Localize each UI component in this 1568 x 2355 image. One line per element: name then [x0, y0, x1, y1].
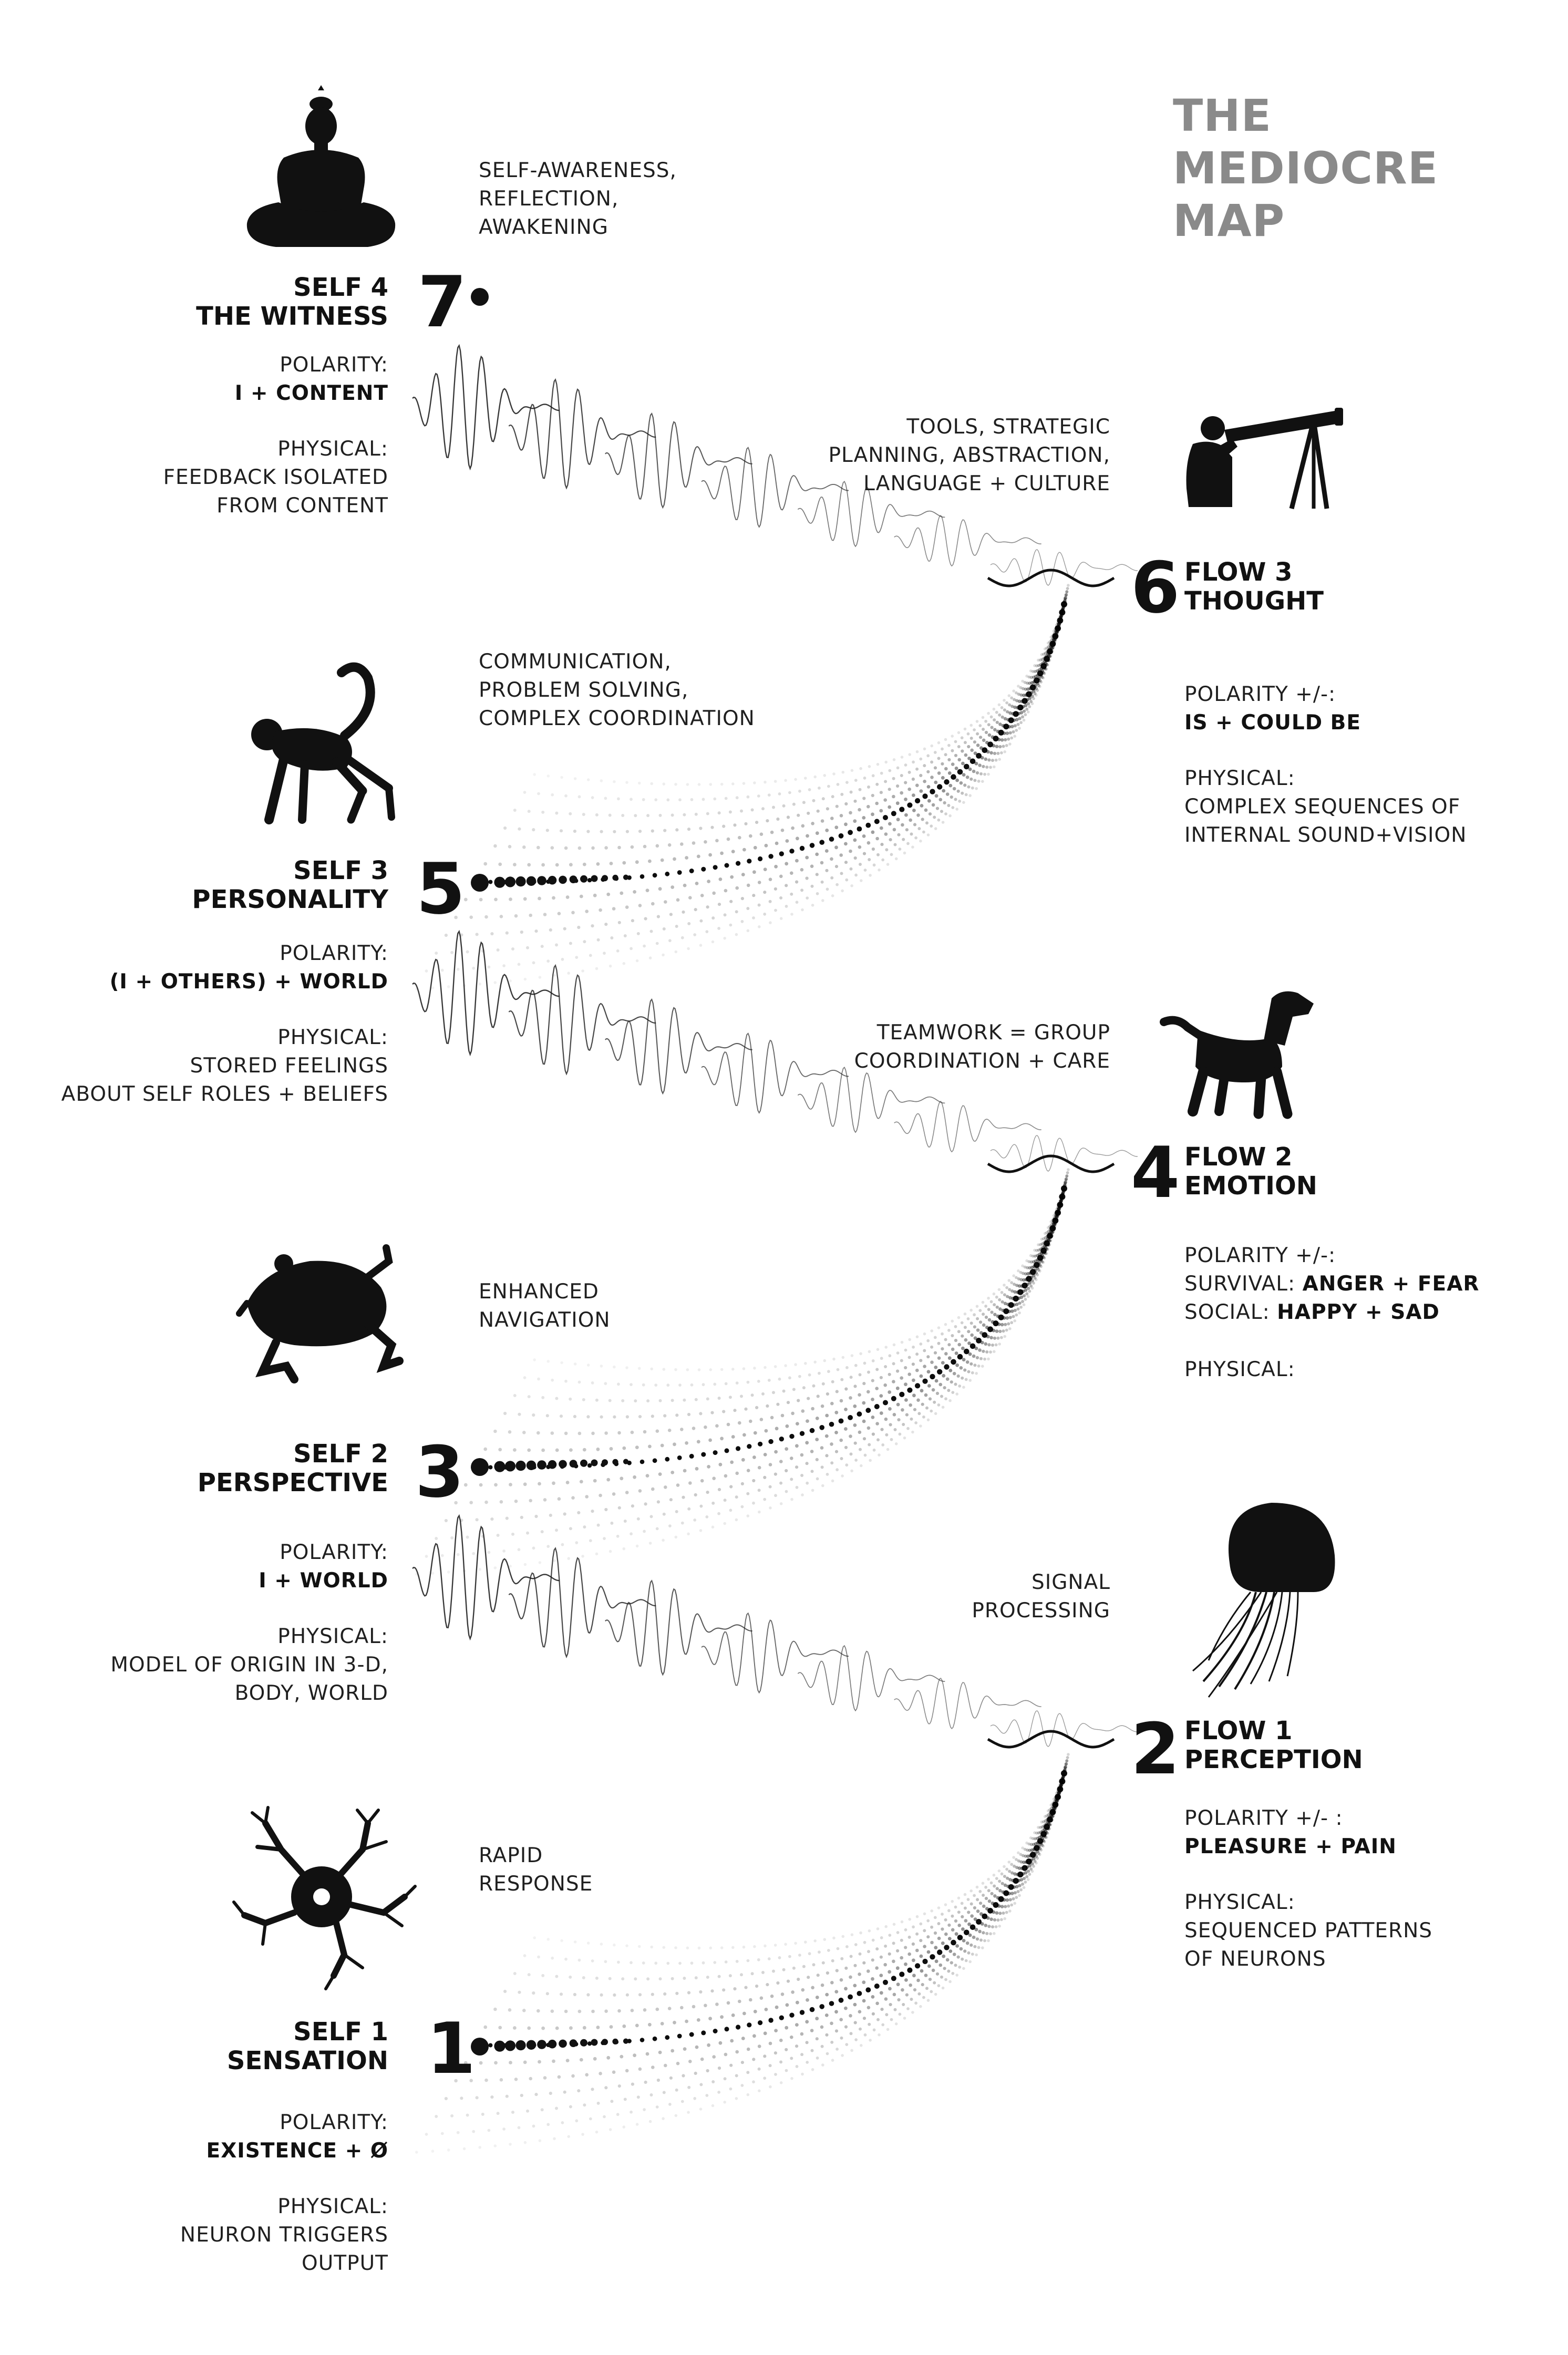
polarity-label: POLARITY +/-: [1184, 1244, 1336, 1267]
stage-heading [1184, 558, 1324, 616]
ray-dot [527, 876, 536, 886]
capability-line: RESPONSE [479, 1872, 593, 1896]
ray-dot [548, 2040, 557, 2049]
physical-line: FROM CONTENT [216, 494, 388, 518]
ray-dot [602, 2039, 608, 2045]
stage-heading-line: FLOW 1 [1184, 1716, 1293, 1745]
ray-dot [570, 2039, 577, 2047]
person-telescope-icon [1187, 408, 1344, 509]
ray-dot [591, 2039, 598, 2046]
capability-text [479, 157, 677, 242]
capability-line: LANGUAGE + CULTURE [863, 472, 1110, 495]
stage-heading [227, 2018, 388, 2075]
physical-label: PHYSICAL: [277, 1026, 388, 1049]
polarity-block [259, 1538, 388, 1595]
capability-line: COMMUNICATION, [479, 650, 672, 674]
stage-heading [198, 1440, 388, 1497]
polarity-block [1184, 1804, 1397, 1861]
stage-dots [471, 288, 628, 2056]
ray-dot [548, 876, 557, 885]
physical-block [1184, 1356, 1295, 1384]
capability-line: AWAKENING [479, 215, 608, 239]
ray-dot [570, 875, 577, 883]
stage-heading-line: EMOTION [1184, 1171, 1317, 1201]
capability-text [972, 1568, 1110, 1625]
stage-heading-line: PERSONALITY [192, 885, 388, 914]
stage-heading-line: FLOW 3 [1184, 557, 1293, 587]
ray-dot [591, 1460, 598, 1466]
polarity-label: POLARITY: [280, 1541, 388, 1564]
ray-dot [612, 2039, 618, 2044]
physical-line: NEURON TRIGGERS [180, 2223, 388, 2247]
capability-line: RAPID [479, 1844, 543, 1867]
ray-dot [559, 1460, 567, 1469]
title-line: MAP [1173, 195, 1285, 246]
ray-dot [505, 2040, 515, 2051]
stage-heading [192, 856, 388, 914]
flow-sine [988, 1731, 1114, 1747]
stage-number: 7 [418, 261, 467, 343]
title-line: THE [1173, 90, 1272, 141]
polarity-label: POLARITY +/- : [1184, 1806, 1343, 1830]
capability-line: COMPLEX COORDINATION [479, 707, 755, 730]
polarity-label: POLARITY +/-: [1184, 683, 1336, 706]
capability-line: TEAMWORK = GROUP [876, 1021, 1110, 1045]
capability-line: SELF-AWARENESS, [479, 159, 677, 182]
physical-line: BODY, WORLD [234, 1681, 388, 1705]
capability-line: NAVIGATION [479, 1308, 611, 1332]
capability-line: PROBLEM SOLVING, [479, 678, 689, 702]
ray-dot [494, 2041, 505, 2052]
ray-dot [623, 1459, 628, 1464]
ray-dot [580, 1460, 587, 1467]
physical-line: STORED FEELINGS [190, 1054, 388, 1078]
stage-heading-line: PERSPECTIVE [197, 1468, 388, 1497]
physical-label: PHYSICAL: [277, 1625, 388, 1648]
polarity-block [235, 351, 388, 408]
polarity-block [1184, 680, 1361, 737]
flow-fan [415, 584, 1070, 990]
ray-dot [537, 1460, 546, 1470]
ray-dot [602, 1459, 608, 1465]
map-title [1173, 89, 1438, 247]
polarity-label: POLARITY: [280, 353, 388, 377]
polarity-label: POLARITY: [280, 942, 388, 965]
polarity-label: POLARITY: [280, 2111, 388, 2134]
physical-line: FEEDBACK ISOLATED [163, 466, 388, 489]
physical-block [1184, 1888, 1432, 1974]
ray-dot [623, 2039, 628, 2044]
ray-dot [527, 2040, 536, 2050]
capability-line: PLANNING, ABSTRACTION, [828, 443, 1110, 467]
capability-line: ENHANCED [479, 1280, 599, 1304]
capability-line: COORDINATION + CARE [854, 1049, 1110, 1073]
ray-dot [559, 2040, 567, 2048]
stage-heading [1184, 1717, 1363, 1774]
ray-dot [559, 876, 567, 884]
capability-text [854, 1019, 1110, 1076]
stage-number: 2 [1131, 1708, 1180, 1790]
polarity-block [110, 939, 388, 996]
ray-dot [515, 2040, 525, 2050]
physical-line: COMPLEX SEQUENCES OF [1184, 795, 1461, 819]
ray-dot [580, 875, 587, 883]
stage-heading-line: THOUGHT [1184, 586, 1324, 616]
flow-fan [415, 1168, 1070, 1576]
stage-number: 4 [1131, 1132, 1180, 1214]
polarity-value: I + WORLD [259, 1569, 388, 1593]
physical-block [110, 1623, 388, 1708]
capability-line: PROCESSING [972, 1599, 1110, 1623]
ray-dot [537, 2040, 546, 2049]
stage-dot [471, 288, 489, 306]
stage-heading-line: SELF 2 [293, 1439, 388, 1469]
physical-label: PHYSICAL: [1184, 767, 1295, 790]
ray-dot [570, 1460, 577, 1468]
ray-dot [515, 876, 525, 886]
stage-heading-line: THE WITNESS [196, 302, 388, 331]
physical-line: INTERNAL SOUND+VISION [1184, 823, 1467, 847]
stage-heading-line: PERCEPTION [1184, 1745, 1363, 1774]
capability-line: TOOLS, STRATEGIC [906, 415, 1110, 439]
stage-heading-line: SELF 3 [293, 856, 388, 885]
dog-icon [1164, 991, 1314, 1114]
ray-dot [515, 1461, 525, 1471]
wave-cascade [412, 1516, 1138, 1747]
physical-block [180, 2193, 388, 2278]
polarity-value: I + CONTENT [234, 381, 388, 405]
polarity-prefix: SOCIAL: [1184, 1300, 1277, 1324]
stage-number: 5 [416, 848, 466, 930]
polarity-value: (I + OTHERS) + WORLD [109, 970, 388, 994]
polarity-value: HAPPY + SAD [1277, 1300, 1440, 1324]
ray-dot [505, 876, 515, 887]
stage-number: 1 [427, 2008, 476, 2090]
stage-heading [196, 273, 388, 331]
ray-dot [602, 875, 608, 881]
stage-heading [1184, 1143, 1317, 1201]
physical-block [61, 1024, 388, 1109]
ray-dot [548, 1460, 557, 1469]
capability-line: REFLECTION, [479, 187, 619, 211]
capability-text [479, 1842, 593, 1898]
physical-line: OUTPUT [302, 2251, 388, 2275]
ray-dot [527, 1461, 536, 1470]
meditating-buddha-icon [247, 85, 395, 247]
physical-line: MODEL OF ORIGIN IN 3-D, [110, 1653, 388, 1677]
physical-line: OF NEURONS [1184, 1947, 1326, 1971]
polarity-value: PLEASURE + PAIN [1184, 1835, 1397, 1858]
title-line: MEDIOCRE [1173, 142, 1439, 194]
polarity-value: ANGER + FEAR [1302, 1272, 1480, 1296]
physical-block [163, 435, 388, 520]
physical-label: PHYSICAL: [1184, 1358, 1295, 1381]
ray-dot [591, 875, 598, 882]
stage-heading-line: SELF 4 [293, 273, 388, 302]
flow-sine [988, 570, 1114, 586]
stage-number: 6 [1131, 547, 1180, 629]
physical-label: PHYSICAL: [277, 437, 388, 461]
polarity-block [1184, 1242, 1479, 1327]
stage-heading-line: SELF 1 [293, 2017, 388, 2047]
polarity-block [207, 2109, 388, 2165]
monkey-icon [251, 667, 391, 820]
capability-text [828, 413, 1110, 498]
physical-block [1184, 765, 1467, 850]
polarity-line [1184, 1270, 1479, 1298]
polarity-value: IS + COULD BE [1184, 711, 1361, 735]
physical-label: PHYSICAL: [277, 2195, 388, 2218]
flow-fans [415, 584, 1070, 2154]
physical-line: SEQUENCED PATTERNS [1184, 1919, 1433, 1943]
physical-line: ABOUT SELF ROLES + BELIEFS [61, 1082, 388, 1106]
stage-dot [471, 1458, 489, 1476]
stage-heading-line: SENSATION [226, 2046, 388, 2075]
polarity-prefix: SURVIVAL: [1184, 1272, 1303, 1296]
polarity-value: EXISTENCE + Ø [206, 2139, 388, 2163]
ray-dot [505, 1461, 515, 1471]
frog-icon [239, 1248, 399, 1379]
flow-fan [415, 1753, 1070, 2154]
stage-heading-line: FLOW 2 [1184, 1142, 1293, 1172]
ray-dot [612, 1459, 618, 1465]
jellyfish-icon [1193, 1503, 1335, 1697]
ray-dot [580, 2039, 587, 2047]
ray-dot [537, 876, 546, 885]
stage-dot [471, 874, 489, 892]
neuron-icon [234, 1807, 415, 1989]
capability-text [479, 648, 755, 733]
ray-dot [494, 1461, 505, 1472]
physical-label: PHYSICAL: [1184, 1891, 1295, 1914]
stage-number: 3 [415, 1431, 465, 1513]
polarity-line [1184, 1298, 1479, 1327]
ray-dot [612, 875, 618, 881]
capability-text [479, 1278, 611, 1335]
flow-sine [988, 1156, 1114, 1172]
capability-line: SIGNAL [1031, 1571, 1110, 1594]
ray-dot [623, 875, 628, 880]
ray-dot [494, 877, 505, 888]
